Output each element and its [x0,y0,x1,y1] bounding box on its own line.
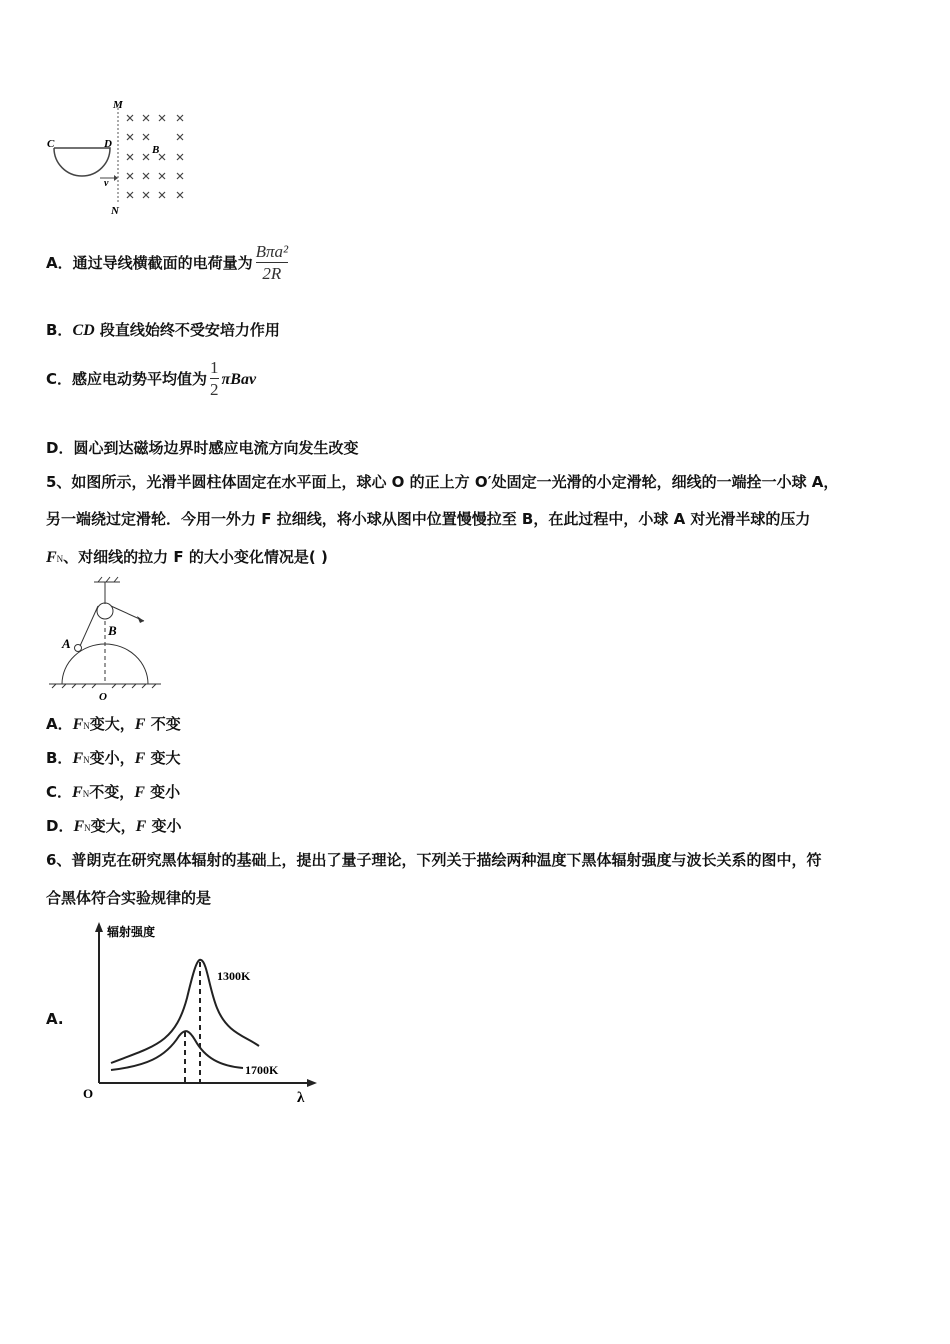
q6-text-line1: 6、普朗克在研究黑体辐射的基础上，提出了量子理论，下列关于描绘两种温度下黑体辐射强度与波长关系的图中，符 [46,851,822,869]
y-axis-label: 辐射强度 [107,925,156,939]
label-B: B [152,144,160,156]
field-crosses [127,115,183,198]
pulley [97,603,113,619]
q5-option-b[interactable]: B．FN变小，F 变大 [46,749,181,767]
fraction-half: $\frac{1}{2}$ [210,358,219,399]
blackbody-graph-a[interactable] [75,918,320,1104]
q5-text-line1: 5、如图所示，光滑半圆柱体固定在水平面上，球心 O 的正上方 O′处固定一光滑的小定滑轮，细线的一端拴一小球 A， [46,473,839,491]
q5-option-d[interactable]: D．FN变大，F 变小 [46,817,182,835]
label-A: A [62,636,71,651]
ball-A [75,645,82,652]
label-N: N [111,205,119,217]
origin-label: O [83,1086,94,1101]
q4-option-c[interactable]: C．感应电动势平均值为 $\frac{1}{2}$ πBav [46,358,257,399]
q5-text-line2: 另一端绕过定滑轮．今用一外力 F 拉细线，将小球从图中位置慢慢拉至 B，在此过程中，小球 A 对光滑半球的压力 [46,510,811,528]
semicircle-loop [54,148,110,176]
q4-option-d[interactable]: D．圆心到达磁场边界时感应电流方向发生改变 [46,439,359,457]
label-v: v [104,178,109,189]
q4-option-a[interactable]: A．通过导线横截面的电荷量为 $\frac{\text{Bπa²}}{2R}$ [46,242,289,283]
label-M: M [113,99,123,111]
label-D: D [104,138,112,150]
label-1300k: 1300K [217,969,251,983]
label-C: C [47,138,55,150]
fraction-charge: $\frac{\text{Bπa²}}{2R}$ [255,242,289,283]
q5-text-line3: FN、对细线的拉力 F 的大小变化情况是( ) [46,548,328,566]
label-B: B [108,623,117,638]
x-axis-label: λ [297,1090,305,1104]
pulley-hemisphere-figure [44,576,164,704]
label-1700k: 1700K [245,1063,279,1077]
q5-option-a[interactable]: A．FN变大，F 不变 [46,715,181,733]
label-O: O [99,691,107,703]
magnetic-field-figure [44,98,194,218]
q6-option-a-label[interactable]: A. [46,1010,64,1028]
curve-1700k [111,1031,243,1070]
q5-option-c[interactable]: C．FN不变，F 变小 [46,783,181,801]
q4-option-b[interactable]: B．CD 段直线始终不受安培力作用 [46,321,280,339]
q6-text-line2: 合黑体符合实验规律的是 [46,889,212,907]
